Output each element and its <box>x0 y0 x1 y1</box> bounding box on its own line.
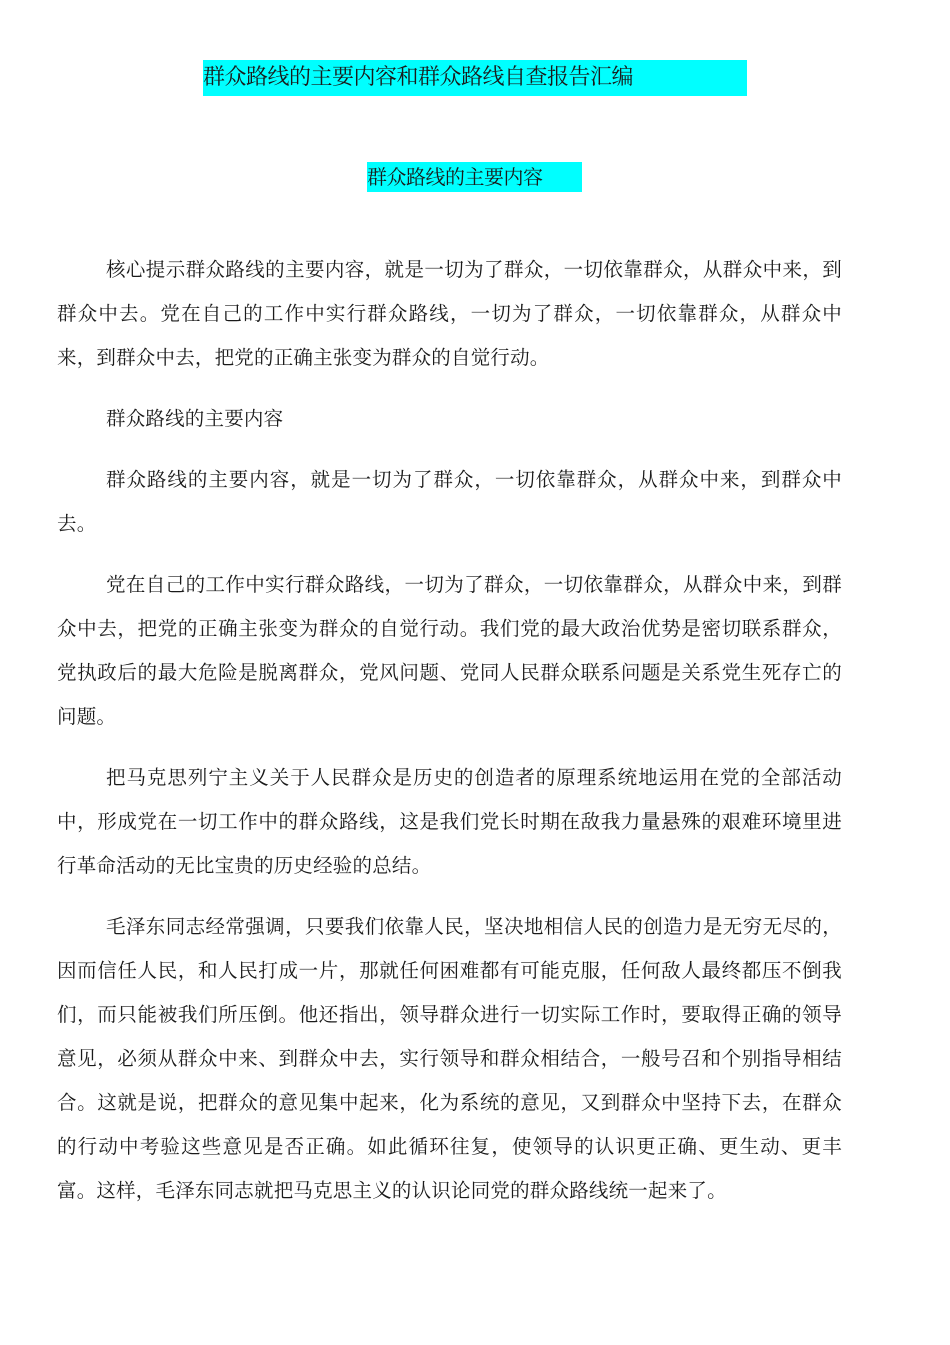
document-body <box>57 248 842 1230</box>
paragraph: 毛泽东同志经常强调，只要我们依靠人民，坚决地相信人民的创造力是无穷无尽的，因而信任人民，和人民打成一片，那就任何困难都有可能克服，任何敌人最终都压不倒我们，而只能被我们所压倒。他还指出，领导群众进行一切实际工作时，要取得正确的领导意见，必须从群众中来、到群众中去，实行领导和群众相结合，一般号召和个别指导相结合。这就是说，把群众的意见集中起来，化为系统的意见，又到群众中坚持下去，在群众的行动中考验这些意见是否正确。如此循环往复，使领导的认识更正确、更生动、更丰富。这样，毛泽东同志就把马克思主义的认识论同党的群众路线统一起来了。 <box>57 915 842 1202</box>
paragraph: 核心提示群众路线的主要内容，就是一切为了群众，一切依靠群众，从群众中来，到群众中去。党在自己的工作中实行群众路线，一切为了群众，一切依靠群众，从群众中来，到群众中去，把党的正确主张变为群众的自觉行动。 <box>57 258 842 369</box>
document-title: 群众路线的主要内容和群众路线自查报告汇编 <box>203 60 747 96</box>
paragraph: 群众路线的主要内容 <box>106 407 284 430</box>
paragraph: 党在自己的工作中实行群众路线，一切为了群众，一切依靠群众，从群众中来，到群众中去，把党的正确主张变为群众的自觉行动。我们党的最大政治优势是密切联系群众，党执政后的最大危险是脱离群众，党风问题、党同人民群众联系问题是关系党生死存亡的问题。 <box>57 573 842 728</box>
paragraph: 把马克思列宁主义关于人民群众是历史的创造者的原理系统地运用在党的全部活动中，形成党在一切工作中的群众路线，这是我们党长时期在敌我力量悬殊的艰难环境里进行革命活动的无比宝贵的历史经验的总结。 <box>57 766 842 877</box>
section-title: 群众路线的主要内容 <box>367 162 582 192</box>
paragraph: 群众路线的主要内容，就是一切为了群众，一切依靠群众，从群众中来，到群众中去。 <box>57 468 842 535</box>
